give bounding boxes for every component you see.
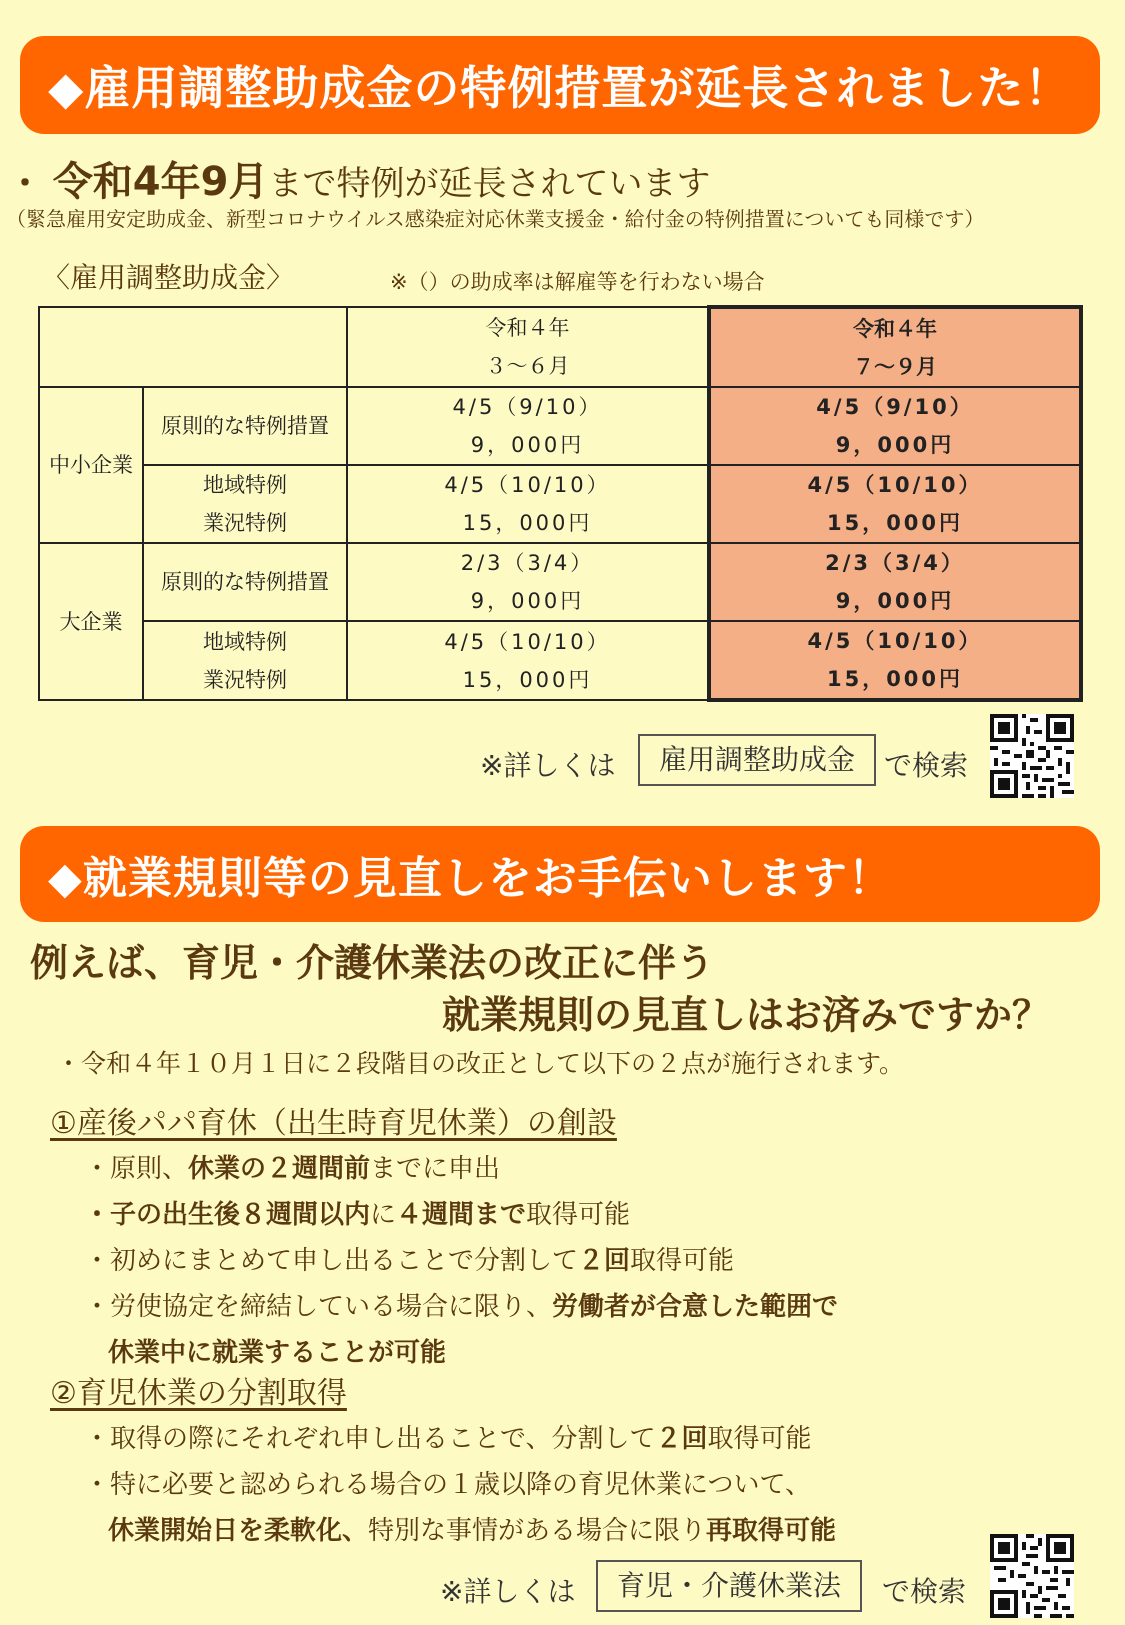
rate-cell-highlight [709,621,1081,700]
rate-cell [347,465,709,543]
row-label-line1: 地域特例 [203,473,287,497]
rate-ratio: 4/5（10/10） [444,473,611,497]
item2-bullet-2-line2 [108,1510,836,1547]
rate-amount: 15，000円 [826,667,964,691]
rate-cell [347,621,709,700]
rate-cell [347,543,709,621]
text: までに申出 [370,1154,501,1184]
text-bold: ２回 [655,1424,708,1454]
rate-ratio: 4/5（9/10） [452,395,603,419]
rate-cell [347,387,709,465]
lead-rest: まで特例が延長されています [268,164,711,204]
rate-amount: 9，000円 [835,433,955,457]
rate-ratio: 2/3（3/4） [460,551,595,575]
rate-cell-highlight [709,543,1081,621]
lead-bullet: ・ [8,164,42,204]
item2-title: ②育児休業の分割取得 [50,1376,347,1411]
item1-title: ①産後パパ育休（出生時育児休業）の創設 [50,1106,617,1141]
item2-bullet-1 [84,1418,812,1455]
search1-prefix: ※詳しくは [480,749,616,782]
row-label [143,465,347,543]
rate-amount: 15，000円 [826,511,964,535]
group-sme: 中小企業 [39,387,143,543]
item1-bullet-4-line2: 休業中に就業することが可能 [108,1338,447,1368]
row-label-line2: 業況特例 [203,511,287,535]
section1-banner [20,36,1100,134]
header-period-2-months: ７～９月 [853,354,937,379]
section2-headline-1: 例えば、育児・介護休業法の改正に伴う [30,941,715,985]
item1-bullet-3 [84,1240,734,1277]
row-label-line1: 地域特例 [203,629,287,654]
rate-ratio: 4/5（10/10） [807,629,983,653]
table-corner-cell [39,307,347,387]
header-period-1 [347,307,709,387]
rate-ratio: 4/5（10/10） [807,473,983,497]
rate-ratio: 4/5（10/10） [444,629,611,654]
rate-amount: 15，000円 [462,667,593,692]
table-note: ※（）の助成率は解雇等を行わない場合 [390,270,765,294]
text: 特別な事情がある場合に限り [368,1516,707,1546]
search2-prefix: ※詳しくは [440,1575,576,1608]
text: ・原則、 [84,1154,189,1184]
rate-amount: 9，000円 [835,589,955,613]
rate-amount: 9，000円 [470,589,585,613]
section1-lead [8,150,710,207]
text: ・労使協定を締結している場合に限り、 [84,1292,553,1322]
item2-bullet-2: ・特に必要と認められる場合の１歳以降の育児休業について、 [84,1470,811,1500]
header-period-1-months: ３～６月 [485,354,570,378]
header-period-1-year: 令和４年 [485,316,570,340]
text: ・取得の際にそれぞれ申し出ることで、分割して [84,1424,656,1454]
text: に [370,1200,397,1230]
rate-amount: 9，000円 [470,433,585,457]
text-bold: 労働者が合意した範囲で [552,1292,839,1322]
section2-intro: ・令和４年１０月１日に２段階目の改正として以下の２点が施行されます。 [56,1049,905,1078]
text-bold: ４週間まで [396,1200,527,1230]
row-label: 原則的な特例措置 [143,387,347,465]
section2-banner-title: ◆就業規則等の見直しをお手伝いします！ [48,853,893,904]
text: ・初めにまとめて申し出ることで分割して [84,1246,579,1276]
rate-ratio: 4/5（9/10） [816,395,974,419]
search1-term-box[interactable] [638,734,876,786]
item1-bullet-4 [84,1286,838,1323]
row-label: 原則的な特例措置 [143,543,347,621]
search2-term: 育児・介護休業法 [616,1569,841,1602]
text-bold: 再取得可能 [706,1516,837,1546]
item1-bullet-1 [84,1148,500,1185]
group-large: 大企業 [39,543,143,700]
item1-bullet-2 [84,1194,630,1231]
table-title: 〈雇用調整助成金〉 [42,261,295,294]
header-period-2 [709,307,1081,387]
qr-code-icon[interactable] [990,1534,1074,1618]
header-period-2-year: 令和４年 [853,316,937,341]
section1-banner-title: ◆雇用調整助成金の特例措置が延長されました！ [48,61,1072,115]
text: 取得可能 [630,1246,735,1276]
rate-amount: 15，000円 [462,511,593,535]
section2-headline-2: 就業規則の見直しはお済みですか？ [442,993,1051,1037]
section1-note: （緊急雇用安定助成金、新型コロナウイルス感染症対応休業支援金・給付金の特例措置についても同様です） [6,207,985,231]
text-bold: ・子の出生後８週間以内 [84,1200,371,1230]
text-bold: 休業の２週間前 [188,1154,371,1184]
text-bold: ２回 [578,1246,631,1276]
text-bold: 休業開始日を柔軟化、 [108,1516,369,1546]
lead-bold: 令和4年9月 [52,159,269,205]
search2-suffix: で検索 [882,1575,967,1608]
rate-ratio: 2/3（3/4） [825,551,965,575]
search1-term: 雇用調整助成金 [658,743,855,776]
row-label-line2: 業況特例 [203,667,287,692]
rate-cell-highlight [709,465,1081,543]
section2-banner [20,826,1100,922]
search1-suffix: で検索 [884,749,969,782]
rate-cell-highlight [709,387,1081,465]
text: 取得可能 [707,1424,812,1454]
qr-code-icon[interactable] [990,714,1074,798]
row-label [143,621,347,700]
search2-term-box[interactable] [596,1560,862,1612]
grant-rate-table [38,305,1083,702]
text: 取得可能 [526,1200,631,1230]
